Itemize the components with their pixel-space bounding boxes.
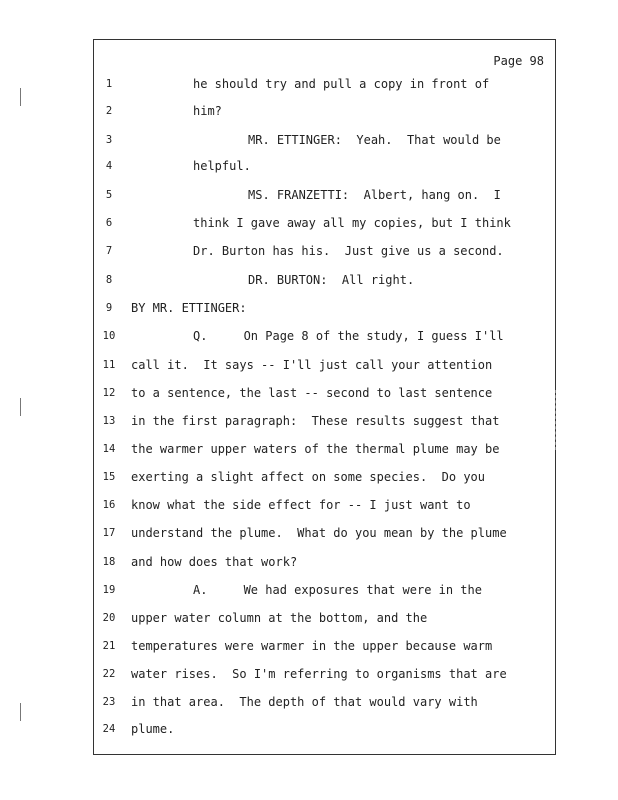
- left-margin-mark: [20, 398, 24, 416]
- line-number: 10: [102, 330, 116, 342]
- line-number: 14: [102, 443, 116, 455]
- transcript-line: [93, 74, 556, 94]
- line-number: 24: [102, 723, 116, 735]
- line-text: MS. FRANZETTI: Albert, hang on. I: [248, 188, 501, 202]
- transcript-line: [93, 101, 556, 121]
- transcript-line: [93, 523, 556, 543]
- line-number: 1: [105, 78, 113, 90]
- line-number: 11: [102, 359, 116, 371]
- line-text: Q. On Page 8 of the study, I guess I'll: [193, 329, 504, 343]
- line-number: 19: [102, 584, 116, 596]
- line-text: think I gave away all my copies, but I think: [193, 216, 511, 230]
- line-text: and how does that work?: [131, 555, 298, 569]
- line-number: 12: [102, 387, 116, 399]
- transcript-line: [93, 580, 556, 600]
- transcript-line: [93, 467, 556, 487]
- line-number: 3: [105, 134, 113, 146]
- line-text: the warmer upper waters of the thermal plume may be: [131, 442, 500, 456]
- transcript-line: [93, 326, 556, 346]
- line-number: 21: [102, 640, 116, 652]
- line-number: 2: [105, 105, 113, 117]
- line-text: MR. ETTINGER: Yeah. That would be: [248, 133, 501, 147]
- line-text: to a sentence, the last -- second to last sentence: [131, 386, 493, 400]
- line-number: 6: [105, 217, 113, 229]
- left-margin-mark: [20, 703, 24, 721]
- line-text: in the first paragraph: These results suggest that: [131, 414, 500, 428]
- line-text: water rises. So I'm referring to organisms that are: [131, 667, 507, 681]
- transcript-line: [93, 270, 556, 290]
- line-text: A. We had exposures that were in the: [193, 583, 482, 597]
- line-text: helpful.: [193, 159, 251, 173]
- line-text: upper water column at the bottom, and the: [131, 611, 428, 625]
- transcript-line: [93, 241, 556, 261]
- line-number: 17: [102, 527, 116, 539]
- line-number: 8: [105, 274, 113, 286]
- line-number: 4: [105, 160, 113, 172]
- line-number: 20: [102, 612, 116, 624]
- transcript-line: [93, 692, 556, 712]
- transcript-line: [93, 411, 556, 431]
- line-number: 22: [102, 668, 116, 680]
- transcript-line: [93, 636, 556, 656]
- line-text: exerting a slight affect on some species. Do you: [131, 470, 486, 484]
- line-number: 18: [102, 556, 116, 568]
- line-number: 7: [105, 245, 113, 257]
- line-text: know what the side effect for -- I just want to: [131, 498, 471, 512]
- transcript-line: [93, 185, 556, 205]
- transcript-line: [93, 719, 556, 739]
- page-number-label: Page 98: [493, 54, 544, 68]
- transcript-line: [93, 156, 556, 176]
- transcript-line: [93, 608, 556, 628]
- transcript-line: [93, 355, 556, 375]
- line-text: understand the plume. What do you mean by the plume: [131, 526, 507, 540]
- line-number: 9: [105, 302, 113, 314]
- line-text: BY MR. ETTINGER:: [131, 301, 247, 315]
- line-text: DR. BURTON: All right.: [248, 273, 415, 287]
- transcript-line: [93, 495, 556, 515]
- line-text: in that area. The depth of that would vary with: [131, 695, 478, 709]
- line-text: Dr. Burton has his. Just give us a second.: [193, 244, 504, 258]
- line-number: 15: [102, 471, 116, 483]
- transcript-line: [93, 213, 556, 233]
- line-number: 5: [105, 189, 113, 201]
- line-text: plume.: [131, 722, 175, 736]
- transcript-line: [93, 130, 556, 150]
- line-number: 13: [102, 415, 116, 427]
- line-text: him?: [193, 104, 222, 118]
- line-text: he should try and pull a copy in front of: [193, 77, 490, 91]
- transcript-line: [93, 383, 556, 403]
- line-text: call it. It says -- I'll just call your attention: [131, 358, 493, 372]
- line-number: 23: [102, 696, 116, 708]
- line-number: 16: [102, 499, 116, 511]
- line-text: temperatures were warmer in the upper because warm: [131, 639, 493, 653]
- transcript-line: [93, 552, 556, 572]
- left-margin-mark: [20, 88, 24, 106]
- transcript-line: [93, 298, 556, 318]
- transcript-line: [93, 439, 556, 459]
- transcript-line: [93, 664, 556, 684]
